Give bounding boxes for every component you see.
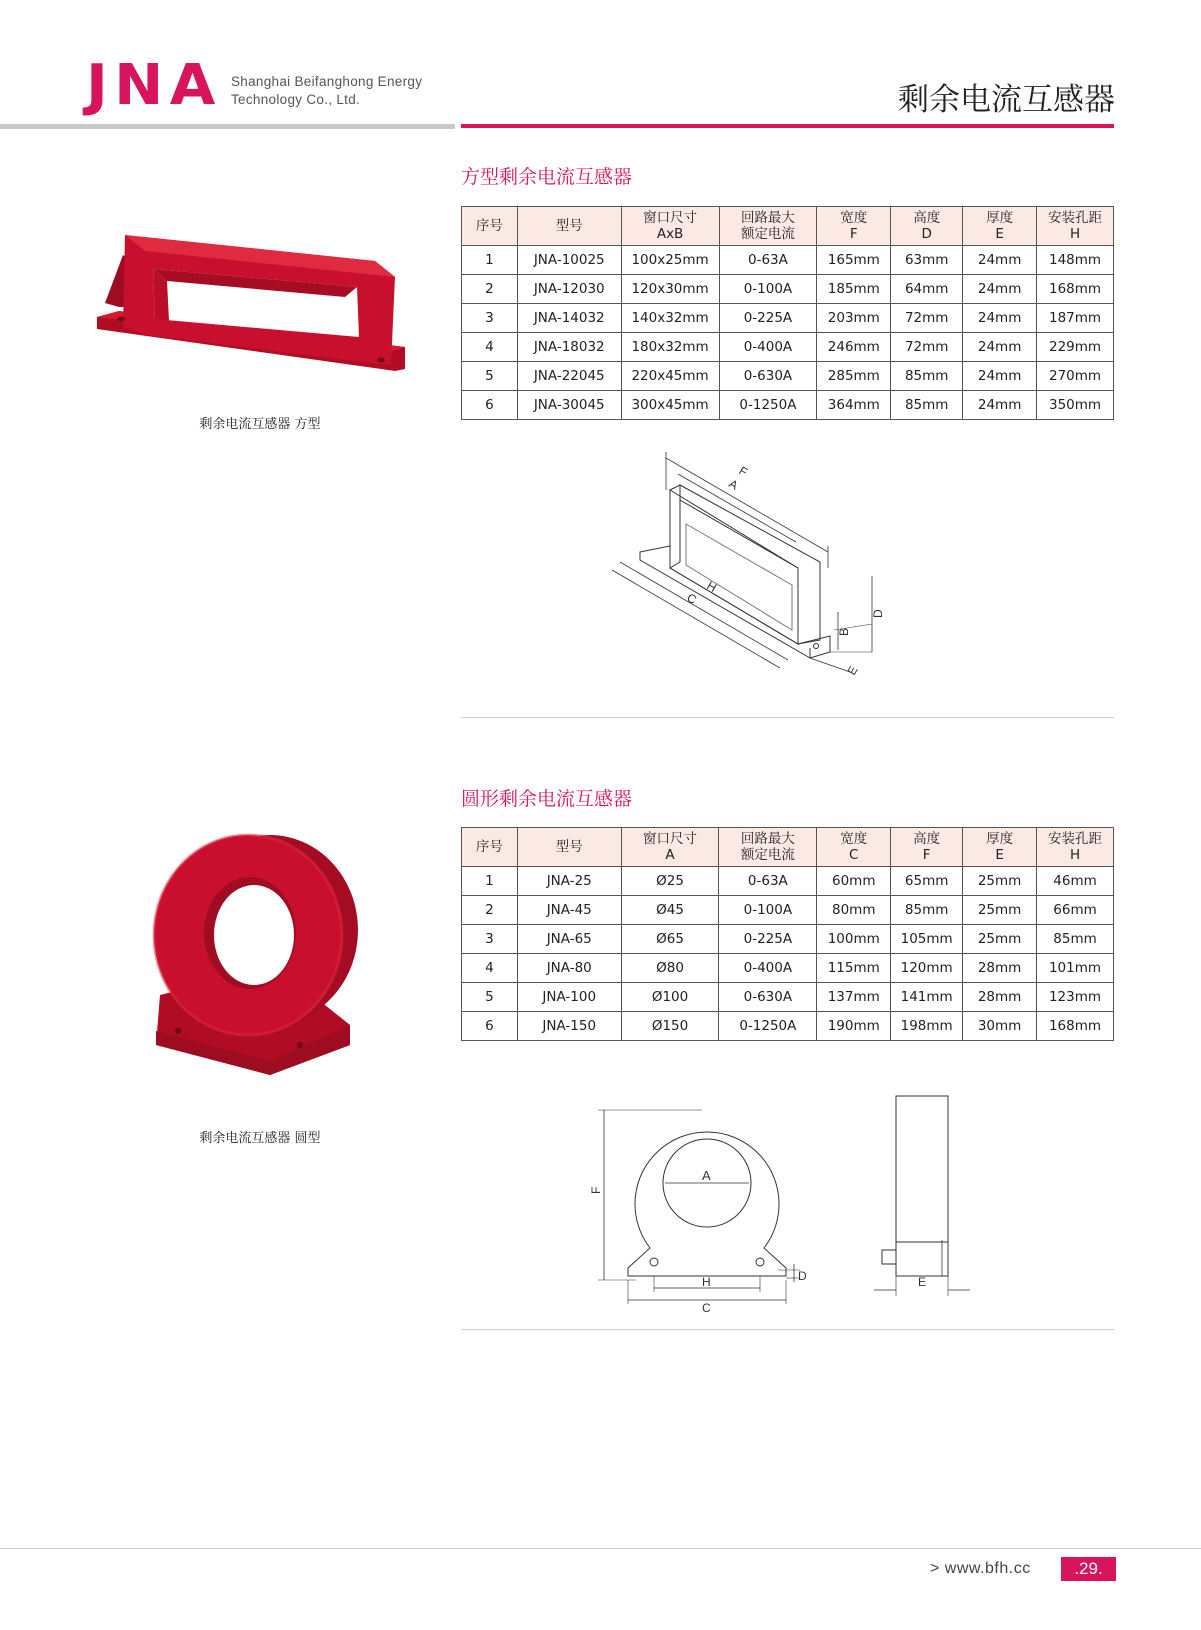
table-cell: 198mm [891,1012,963,1041]
table-cell: JNA-30045 [517,391,621,420]
table-cell: 120mm [891,954,963,983]
table-row [462,275,1114,304]
diagram-label-C: C [684,590,700,607]
table-row [462,246,1114,275]
table-row [462,925,1114,954]
round-front-diagram [589,1090,820,1315]
table-row [462,896,1114,925]
table-cell: 3 [462,925,518,954]
round-section-title: 圆形剩余电流互感器 [461,788,633,810]
table-cell: 25mm [963,925,1037,954]
header-cell-text: 序号 [475,839,503,855]
table-cell: 0-63A [719,867,817,896]
diagram-label-E: E [844,663,861,678]
header-cell [719,207,817,246]
table-cell: 30mm [963,1012,1037,1041]
header-cell-text: 回路最大 [740,831,795,847]
table-cell: 24mm [963,391,1037,420]
header-cell [462,207,518,246]
diagram-label-C: C [702,1301,711,1315]
company-name-line1: Shanghai Beifanghong Energy [231,74,423,89]
table-cell: 85mm [891,391,963,420]
table-row [462,391,1114,420]
round-spec-table [461,827,1114,1041]
table-cell: 120x30mm [621,275,719,304]
table-cell: 0-100A [719,896,817,925]
table-cell: 0-400A [719,333,817,362]
table-cell: 364mm [817,391,891,420]
table-cell: 46mm [1037,867,1114,896]
table-cell: JNA-150 [517,1012,621,1041]
table-cell: 60mm [817,867,891,896]
table-cell: 300x45mm [621,391,719,420]
header-cell [517,207,621,246]
header-cell-text: H [1069,226,1081,242]
table-cell: Ø45 [621,896,719,925]
table-cell: 24mm [963,275,1037,304]
header-cell-text: 型号 [555,218,583,234]
header-cell [963,207,1037,246]
table-row [462,867,1114,896]
diagram-label-B: B [837,627,851,636]
header-cell-text: 安装孔距 [1048,210,1103,226]
table-row [462,362,1114,391]
table-cell: 80mm [817,896,891,925]
header-cell-text: 安装孔距 [1048,831,1103,847]
table-cell: 168mm [1037,1012,1114,1041]
header-cell-text: 宽度 [840,210,868,226]
header-cell-text: C [849,847,859,863]
footer-rule [0,1548,1201,1549]
diagram-label-E: E [918,1275,927,1289]
table-cell: 229mm [1037,333,1114,362]
round-transformer-photo [150,835,370,1075]
table-cell: 285mm [817,362,891,391]
header-cell-text: E [995,226,1004,242]
header-cell-text: 序号 [475,218,503,234]
table-cell: 65mm [891,867,963,896]
table-cell: 148mm [1037,246,1114,275]
table-cell: 168mm [1037,275,1114,304]
table-cell: 6 [462,391,518,420]
table-cell: Ø150 [621,1012,719,1041]
table-cell: 0-225A [719,304,817,333]
header-cell-text: F [849,226,858,242]
table-cell: 66mm [1037,896,1114,925]
table-cell: 28mm [963,983,1037,1012]
table-cell: JNA-10025 [517,246,621,275]
header-cell-text: 宽度 [840,831,868,847]
header-cell [817,207,891,246]
table-cell: 203mm [817,304,891,333]
table-cell: Ø25 [621,867,719,896]
header-cell-text: 型号 [555,839,583,855]
company-name [231,73,422,109]
table-cell: 24mm [963,362,1037,391]
header-cell-text: 额定电流 [740,847,795,863]
table-cell: JNA-25 [517,867,621,896]
table-row [462,1012,1114,1041]
website-link[interactable]: > www.bfh.cc [930,1560,1031,1577]
company-logo: JNA [86,53,222,118]
diagram-label-A: A [702,1168,711,1183]
table-cell: 72mm [891,333,963,362]
diagram-label-A: A [726,476,741,493]
table-cell: 190mm [817,1012,891,1041]
header-cell-text: 额定电流 [740,226,795,242]
table-cell: 85mm [1037,925,1114,954]
diagram-label-H: H [702,1275,711,1289]
table-cell: 28mm [963,954,1037,983]
table-row [462,954,1114,983]
header-cell-text: E [995,847,1004,863]
section-separator [461,717,1114,718]
table-cell: JNA-14032 [517,304,621,333]
square-transformer-photo [95,225,425,390]
header-cell [817,828,891,867]
table-cell: 180x32mm [621,333,719,362]
header-cell [963,828,1037,867]
table-cell: 63mm [891,246,963,275]
table-cell: 115mm [817,954,891,983]
table-cell: 165mm [817,246,891,275]
header-cell-text: 高度 [913,831,941,847]
table-cell: 101mm [1037,954,1114,983]
table-cell: 0-1250A [719,391,817,420]
header-cell [621,828,719,867]
table-cell: 1 [462,246,518,275]
round-side-diagram [870,1090,980,1295]
table-cell: JNA-22045 [517,362,621,391]
table-cell: 25mm [963,896,1037,925]
table-cell: 220x45mm [621,362,719,391]
table-cell: 25mm [963,867,1037,896]
header-cell-text: 窗口尺寸 [643,210,698,226]
table-cell: JNA-45 [517,896,621,925]
header-cell [1037,828,1114,867]
table-cell: 24mm [963,304,1037,333]
header-cell [462,828,518,867]
header-cell-text: 窗口尺寸 [643,831,698,847]
table-header-row [462,828,1114,867]
table-cell: 4 [462,954,518,983]
table-cell: 3 [462,304,518,333]
header-cell [1037,207,1114,246]
table-cell: 0-630A [719,983,817,1012]
header-cell-text: A [665,847,675,863]
table-cell: 5 [462,983,518,1012]
header-cell [621,207,719,246]
table-cell: 100mm [817,925,891,954]
table-cell: 141mm [891,983,963,1012]
table-cell: 0-225A [719,925,817,954]
header-cell-text: 厚度 [986,210,1014,226]
square-section-title: 方型剩余电流互感器 [461,166,633,188]
table-cell: 4 [462,333,518,362]
table-cell: 100x25mm [621,246,719,275]
diagram-label-F: F [736,463,750,480]
table-cell: 72mm [891,304,963,333]
header-cell-text: 高度 [913,210,941,226]
table-cell: JNA-100 [517,983,621,1012]
table-cell: 123mm [1037,983,1114,1012]
header-rule-pink [461,124,1114,128]
diagram-label-H: H [704,578,720,595]
table-cell: 85mm [891,362,963,391]
table-cell: JNA-18032 [517,333,621,362]
section-separator [461,1329,1114,1330]
table-cell: 0-100A [719,275,817,304]
header-cell-text: AxB [656,226,684,242]
square-spec-table [461,206,1114,420]
table-cell: 6 [462,1012,518,1041]
table-cell: 24mm [963,333,1037,362]
diagram-label-F: F [589,1186,603,1194]
table-cell: JNA-65 [517,925,621,954]
header-cell-text: H [1069,847,1081,863]
table-cell: 137mm [817,983,891,1012]
header-cell-text: 厚度 [986,831,1014,847]
header-cell-text: F [922,847,931,863]
table-cell: Ø65 [621,925,719,954]
square-dimension-diagram [610,440,920,695]
square-photo-caption: 剩余电流互感器 方型 [199,417,321,432]
diagram-label-D: D [798,1269,807,1283]
table-cell: 24mm [963,246,1037,275]
header-cell-text: D [921,226,932,242]
table-cell: 1 [462,867,518,896]
page-title: 剩余电流互感器 [898,82,1115,118]
diagram-label-D: D [871,609,885,618]
table-cell: Ø80 [621,954,719,983]
table-cell: JNA-80 [517,954,621,983]
table-cell: 0-400A [719,954,817,983]
table-cell: 105mm [891,925,963,954]
table-cell: 2 [462,275,518,304]
table-header-row [462,207,1114,246]
table-cell: 246mm [817,333,891,362]
table-cell: 0-630A [719,362,817,391]
table-row [462,333,1114,362]
table-cell: 0-1250A [719,1012,817,1041]
round-photo-caption: 剩余电流互感器 圆型 [199,1131,321,1146]
table-cell: 85mm [891,896,963,925]
table-cell: 270mm [1037,362,1114,391]
header-rule-gray [0,124,455,129]
header-cell [891,207,963,246]
table-cell: 350mm [1037,391,1114,420]
table-cell: 5 [462,362,518,391]
page-number: .29. [1061,1557,1116,1581]
header-cell [517,828,621,867]
table-cell: 0-63A [719,246,817,275]
table-cell: JNA-12030 [517,275,621,304]
header-cell [891,828,963,867]
table-row [462,304,1114,333]
table-row [462,983,1114,1012]
table-cell: 2 [462,896,518,925]
header-cell-text: 回路最大 [740,210,795,226]
table-cell: 185mm [817,275,891,304]
table-cell: Ø100 [621,983,719,1012]
company-name-line2: Technology Co., Ltd. [231,92,361,107]
table-cell: 64mm [891,275,963,304]
header-cell [719,828,817,867]
table-cell: 187mm [1037,304,1114,333]
table-cell: 140x32mm [621,304,719,333]
